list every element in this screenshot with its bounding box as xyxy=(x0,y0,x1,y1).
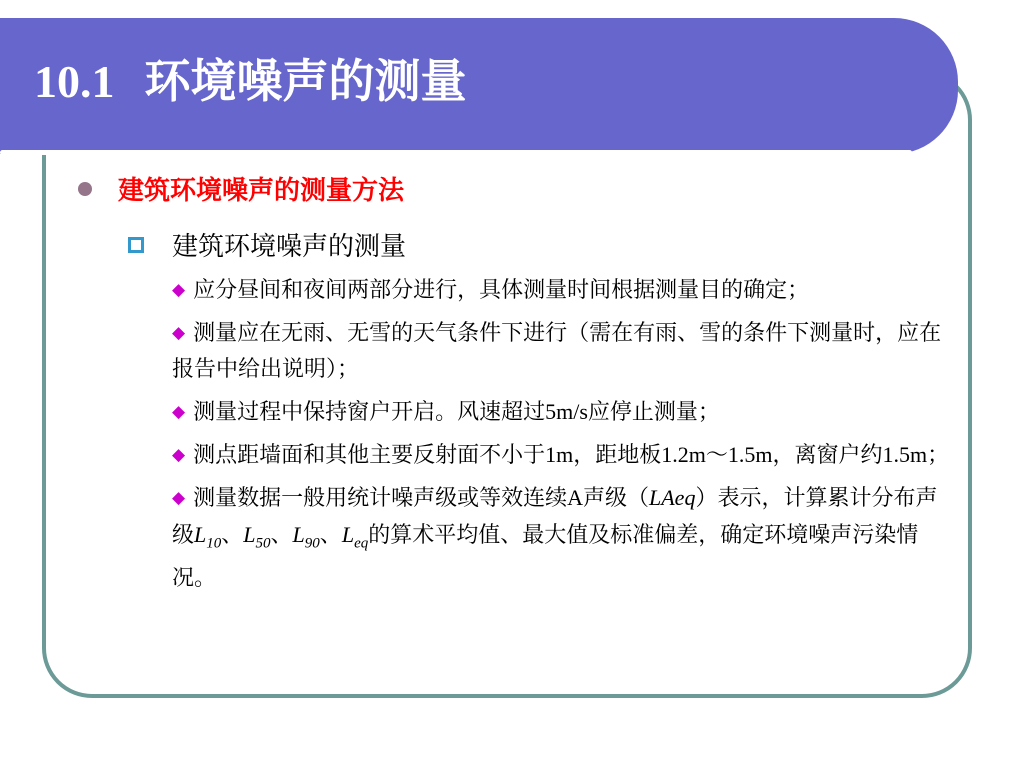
title-underline xyxy=(0,150,912,155)
list-item: ◆ 应分昼间和夜间两部分进行，具体测量时间根据测量目的确定； xyxy=(172,272,952,309)
level2-bullet xyxy=(128,226,406,263)
square-bullet-icon xyxy=(128,237,144,253)
diamond-bullet-icon: ◆ xyxy=(172,280,186,300)
section-heading: 建筑环境噪声的测量方法 xyxy=(118,176,405,206)
diamond-bullet-icon: ◆ xyxy=(172,323,186,343)
list-item: ◆ 测量过程中保持窗户开启。风速超过5m/s应停止测量； xyxy=(172,394,952,431)
list-item: ◆ 测量数据一般用统计噪声级或等效连续A声级（LAeq）表示，计算累计分布声级$L_{10}$、$L_{50}$、$L_{90}$、$L_{eq}$的算术平均值、最大值及标准偏差，确定环境噪声污染情况。 xyxy=(172,480,952,597)
title-text: 环境噪声的测量 xyxy=(144,54,467,108)
title-bar xyxy=(0,18,958,154)
list-item: ◆ 测点距墙面和其他主要反射面不小于1m，距地板1.2m～1.5m，离窗户约1.5m； xyxy=(172,437,952,474)
level1-bullet xyxy=(78,170,404,207)
list-item: ◆ 测量应在无雨、无雪的天气条件下进行（需在有雨、雪的条件下测量时，应在报告中给出说明）； xyxy=(172,315,952,388)
round-bullet-icon xyxy=(78,182,92,196)
slide-title xyxy=(34,54,467,108)
diamond-bullet-icon: ◆ xyxy=(172,445,186,465)
sub-heading: 建筑环境噪声的测量 xyxy=(172,232,407,262)
bullet-list xyxy=(172,272,952,603)
section-number: 10.1 xyxy=(34,56,115,107)
diamond-bullet-icon: ◆ xyxy=(172,488,186,508)
diamond-bullet-icon: ◆ xyxy=(172,402,186,422)
